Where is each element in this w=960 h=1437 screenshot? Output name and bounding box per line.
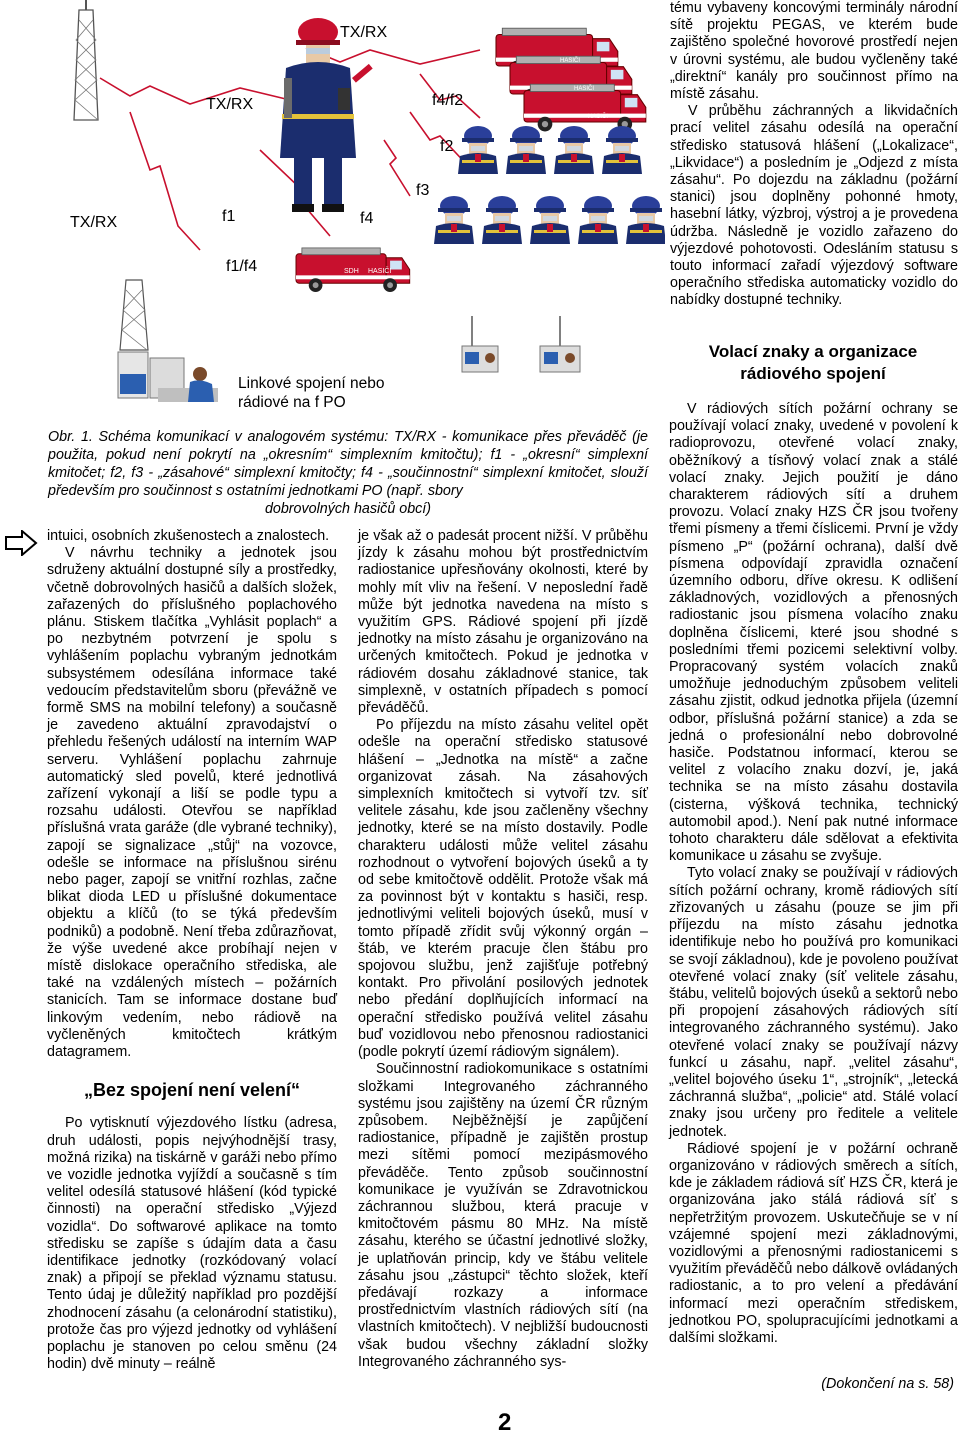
left-column <box>47 528 337 1373</box>
label-f1: f1 <box>222 208 236 225</box>
truck-text: HASIČI <box>574 86 595 92</box>
communication-schema-figure <box>0 0 665 420</box>
station-icon <box>540 316 580 372</box>
paragraph: Tyto volací znaky se používají v rádiových sítích požární ochrany, kromě rádiových sítí zřizovaných u zásahu (pouze se jim při příjezdu na místo zásahu jednotka identifikuje nebo ho používá pro komunikaci se svojí základnou), kde je povoleno používat otevřené volací znaky (síť velitele zásahu, štábu, velitelů bojových úseků a sektorů nebo při propojení zásahových rádiových sítí integrovaného záchranného systému). Jako otevřené volací znaky se používají názvy funkcí u zásahu, např. „velitel zásahu“, „velitel bojového úseku 1“, „strojník“, „letecká záchranná služba“, „policie“ atd. Stálé volací znaky jsou určeny pro ředitele a velitele jednotek. <box>669 865 958 1140</box>
middle-column <box>358 528 648 1371</box>
label-f4f2: f4/f2 <box>432 92 464 109</box>
station-icon <box>462 316 498 372</box>
continuation-arrow-icon <box>4 530 38 561</box>
paragraph: Rádiové spojení je v požární ochraně organizováno v rádiových směrech a sítích, kde je základem rádiová síť HZS ČR, která je organizována jako stálá rádiová síť s nepřetržitým provozem. Uskutečňuje se v ní vzájemné spojení mezi základnovými, vozidlovými a přenosnými radiostanicemi s využitím převáděčů nebo dálkově ovládaných radiostanic, a to pro velení a předávání informací mezi operačním střediskem, jednotkou PO, spolupracujícími jednotkami a dalšími složkami. <box>669 1140 958 1346</box>
label-txrx-mid: TX/RX <box>206 96 254 113</box>
section-heading-command: „Bez spojení není velení“ <box>83 1080 301 1101</box>
truck-text: HASIČI <box>588 114 609 120</box>
label-f2: f2 <box>440 138 454 155</box>
label-f4: f4 <box>360 210 374 227</box>
label-link: Linkové spojení nebo rádiové na f PO <box>238 375 385 411</box>
caption-text: Obr. 1. Schéma komunikací v analogovém systému: TX/RX - komunikace přes převáděč (je použita, pokud není pokrytí na „okresním“ simplexním kmitočtu); f1 - „okresní“ simplexní kmitočet; f2, f3 - „zásahové“ simplexní kmitočty; f4 - „součinnostní“ simplexní kmitočet, slouží především pro součinnost s ostatními jednotkami PO (např. sbory <box>48 429 648 499</box>
top-right-column <box>670 0 958 310</box>
paragraph: V průběhu záchranných a likvidačních prací velitel zásahu odesílá na operační středisko statusová hlášení („Lokalizace“, „Likvidace“) a posledním je „Odjezd z místa zásahu“. Po dojezdu na základnu (požární stanici) jsou doplněny pohonné hmoty, hasební látky, výzbroj, výstroj a je provedena údržba. Následně je vozidlo zařazeno do výjezdové pohotovosti. Odesláním statusu s touto informací zařadí výjezdový software operačního střediska automaticky vozidlo do nabídky dostupné techniky. <box>670 103 958 309</box>
paragraph: Po příjezdu na místo zásahu velitel opět odešle na operační středisko statusové hlášení – „Jednotka na místě“ a začne organizovat zásah. Na zásahových simplexních kmitočtech si vytvoří tzv. síť velitele zásahu, kde jsou začleněny všechny jednotky, které se na místo dostavily. Podle charakteru události může velitel zásahu rozhodnout o vytvoření bojových úseků a ty od sebe kmitočtově oddělit. Protože však má za povinnost být v kontaktu s hasiči, resp. jednotlivými veliteli bojových úseků, musí v tomto případě zřídit svůj výkonný orgán – štáb, ve kterém pracuje člen štábu pro spojovou službu, jenž zajišťuje potřebný kontakt. Pro přivolání posilových jednotek nebo předání doplňujících informací na operační středisko používá velitel zásahu buď vozidlovou nebo přenosnou radiostanici (podle pokrytí území rádiovým signálem). <box>358 717 648 1061</box>
base-mast-icon <box>120 280 148 350</box>
schema-illustration <box>0 0 665 420</box>
label-txrx-left: TX/RX <box>70 214 118 231</box>
paragraph: Součinnostní radiokomunikace s ostatními složkami Integrovaného záchranného systému jsou zajištěny na území ČR různým způsobem. Nejběžnější je zapůjčení radiostanice, případně je zajištěn prostup mezi sítěmi pomocí mezipásmového převáděče. Tento způsob součinnostní komunikace je využíván se Zdravotnickou záchrannou službou, která pracuje v kmitočtovém pásmu 80 MHz. Na místě zásahu, kterého se účastní jednotlivé složky, je uplatňován princip, kdy ve štábu velitele zásahu jsou „zástupci“ těchto složek, kteří předávají rozkazy a informace prostřednictvím vlastních rádiových sítí (na vlastních kmitočtech). V nejbližší budoucnosti však budou všechny základní složky Integrovaného záchranného sys- <box>358 1061 648 1370</box>
truck-text: SDH <box>344 268 359 275</box>
paragraph: V návrhu techniky a jednotek jsou sdruženy aktuální dostupné síly a prostředky, včetně dobrovolných hasičů a dalších složek, zařazených do příslušného poplachového plánu. Stiskem tlačítka „Vyhlásit poplach“ a po nezbytném potvrzení je spolu s vyhlášením poplachu vybraným jednotkám subsystémem odesílána informace také vedoucím představitelům sboru (převážně ve formě SMS na mobilní telefony) a současně je zavedeno aktuální zpravodajství o přehledu řešených událostí na interním WAP serveru. Vyhlášení poplachu zahrnuje automatický sled povelů, které jednotlivá zařízení vykonají a liší se podle typu a rozsahu události. Otevřou se například příslušná vrata garáže (dle vybrané techniky), zapojí se signalizace „stůj“ na vozovce, odešle se informace na příslušnou sirénu nebo pager, zapojí se vnitřní rozhlas, začne blikat dioda LED u příslušné dokumentace objektu a klíčů (to se týká především podniků) a podobně. Není třeba zdůrazňovat, že výše uvedené akce probíhají nejen v místě dislokace operačního střediska, ale také na vzdálených místech – požárních stanicích. Tam se informace dostane buď linkovým vedením, nebo rádiově na vyčleněných kmitočtech krátkým datagramem. <box>47 545 337 1061</box>
firefighter-group-icon <box>434 126 665 244</box>
right-column <box>669 401 958 1347</box>
truck-text: HASIČI <box>368 268 392 275</box>
paragraph: Po vytisknutí výjezdového lístku (adresa, druh události, popis nejvýhodnější trasy, možná rizika) na tiskárně v garáži nebo přímo ve vozidle jednotka vyjíždí a současně s tím velitel odesílá statusové hlášení (kód typické činnosti) na operační středisko „Výjezd vozidla“. Do softwarové aplikace na tomto středisku se zapíše s údajím data a času identifikace jednotky (rozkódovaný volací znak) a připojí se překlad významu statusu. Tento údaj je důležitý například pro pozdější zhodnocení zásahu (a celonárodní statistiku), protože čas pro výjezd jednotky od vyhlášení poplachu je stanoven po celou směnu (24 hodin) dvě minuty – reálně <box>47 1115 337 1373</box>
paragraph: intuici, osobních zkušenostech a znalostech. <box>47 528 330 544</box>
truck-text: HASIČI <box>560 58 581 64</box>
paragraph: tému vybaveny koncovými terminály národní sítě projektu PEGAS, ve kterém bude zajištěno společné hovorové prostředí nejen v úrovni systému, ale budou vyčleněny také „direktní“ kanály pro součinnost přímo na místě zásahu. <box>670 0 958 103</box>
caption-last-line: dobrovolných hasičů obcí) <box>264 501 432 517</box>
paragraph: je však až o padesát procent nižší. V průběhu jízdy k zásahu mohou být prostřednictvím radiostanice upřesňovány okolnosti, které by mohly mít vliv na řešení. V neposlední řadě může být jednotka navedena na místo s využitím GPS. Rádiové spojení při jízdě jednotky na místo zásahu je organizováno na určených kmitočtech. Pokud je jednotka v rádiovém dosahu základnové stanice, tak simplexně, v ostatních případech s pomocí převáděčů. <box>358 528 648 717</box>
label-txrx-top: TX/RX <box>340 24 388 41</box>
section-heading-call-signs: Volací znaky a organizace rádiového spojení <box>708 342 918 383</box>
figure-caption <box>48 428 648 518</box>
page-number: 2 <box>498 1409 512 1436</box>
label-f1f4: f1/f4 <box>226 258 258 275</box>
paragraph: V rádiových sítích požární ochrany se používají volací znaky, uvedené v povolení k radioprovozu, otevřené volací znaky, oběžníkový a tísňový volací znak a stálé volací znaky. Jejich použití je dáno charakterem rádiových sítí a druhem provozu. Volací znaky HZS ČR jsou tvořeny třemi písmeny a třemi číslicemi. První je vždy písmeno „P“ (požární ochrana), další dvě písmena odpovídají zpravidla označení územního odboru, dříve okresu. K odlišení základnových, vozidlových a přenosných radiostanic jsou písmena volacího znaku doplněna číslicemi, které jsou shodné s posledními třemi pozicemi selektivní volby. Propracovaný systém volacích znaků umožňuje jednoduchým způsobem veliteli zásahu zjistit, odkud jednotka přijela (územní odbor, příslušná požární stanice) a zda se jedná o profesionální nebo dobrovolné hasiče. Podstatnou informací, kterou se velitel z volacího znaku dozví, je, jaká technika se na místo zásahu dostavila (cisterna, výšková technika, technický automobil apod.). Není pak nutné informace tohoto charakteru dále sdělovat a efektivita komunikace u zásahu se zvyšuje. <box>669 401 958 865</box>
label-f3: f3 <box>416 182 430 199</box>
dispatch-operator-icon <box>118 352 218 402</box>
continuation-note: (Dokončení na s. 58) <box>821 1376 954 1392</box>
